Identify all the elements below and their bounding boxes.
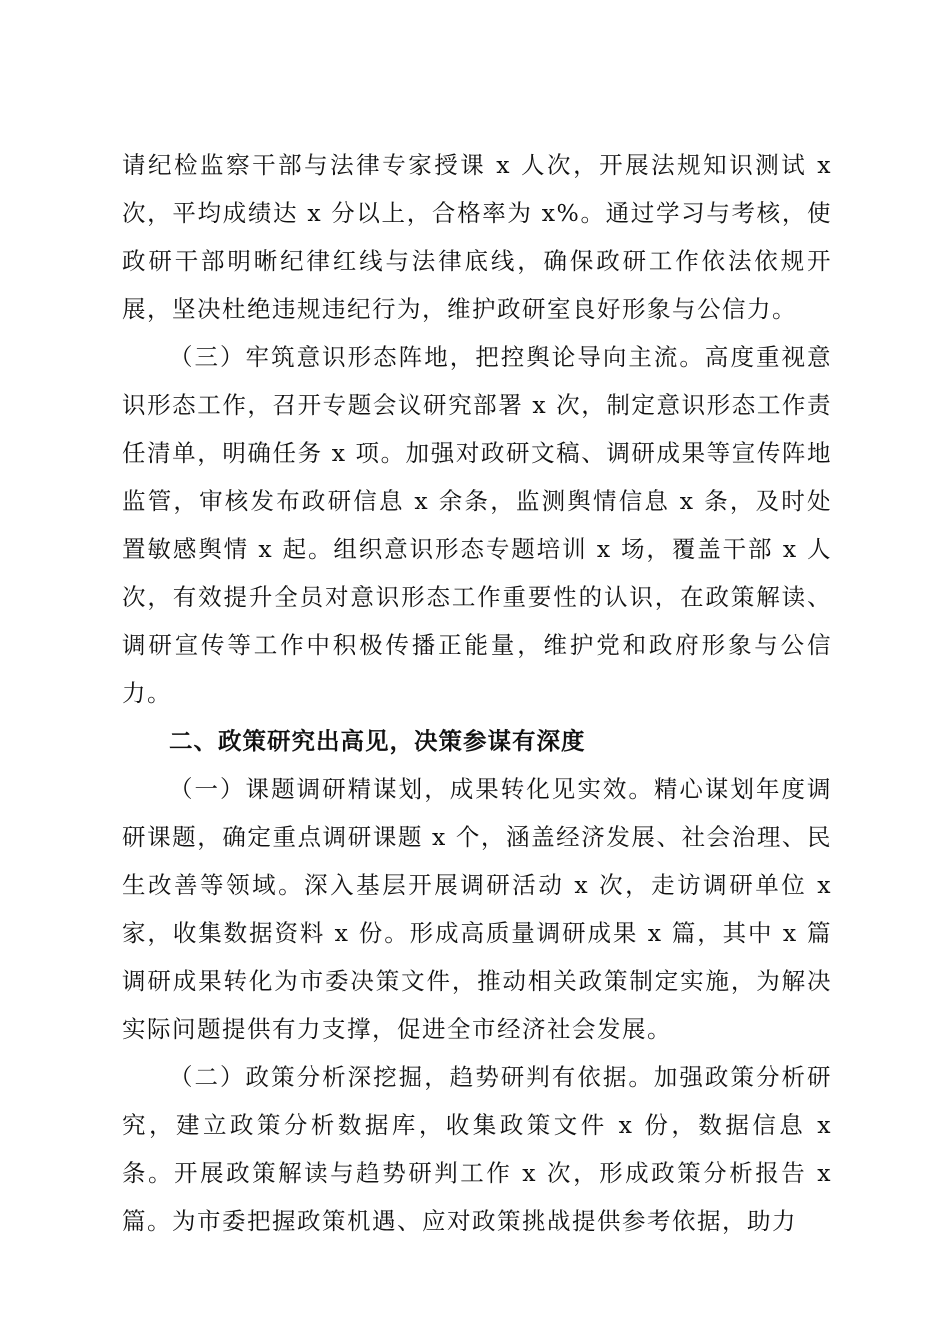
document-body: [122, 141, 832, 1245]
paragraph-ideology-section: （三）牢筑意识形态阵地，把控舆论导向主流。高度重视意识形态工作，召开专题会议研究部署 x 次，制定意识形态工作责任清单，明确任务 x 项。加强对政研文稿、调研成果等宣传阵地监管，审核发布政研信息 x 余条，监测舆情信息 x 条，及时处置敏感舆情 x 起。组织意识形态专题培训 x 场，覆盖干部 x 人次，有效提升全员对意识形态工作重要性的认识，在政策解读、调研宣传等工作中积极传播正能量，维护党和政府形象与公信力。: [122, 343, 832, 707]
paragraph-policy-analysis: （二）政策分析深挖掘，趋势研判有依据。加强政策分析研究，建立政策分析数据库，收集政策文件 x 份，数据信息 x 条。开展政策解读与趋势研判工作 x 次，形成政策分析报告 x 篇。为市委把握政策机遇、应对政策挑战提供参考依据，助力: [122, 1063, 832, 1235]
section-heading: 二、政策研究出高见，决策参谋有深度: [169, 727, 586, 755]
paragraph-continuation: 请纪检监察干部与法律专家授课 x 人次，开展法规知识测试 x 次，平均成绩达 x 分以上，合格率为 x%。通过学习与考核，使政研干部明晰纪律红线与法律底线，确保政研工作依法依规开展，坚决杜绝违规违纪行为，维护政研室良好形象与公信力。: [122, 151, 832, 323]
paragraph-research-topics: （一）课题调研精谋划，成果转化见实效。精心谋划年度调研课题，确定重点调研课题 x 个，涵盖经济发展、社会治理、民生改善等领域。深入基层开展调研活动 x 次，走访调研单位 x 家，收集数据资料 x 份。形成高质量调研成果 x 篇，其中 x 篇调研成果转化为市委决策文件，推动相关政策制定实施，为解决实际问题提供有力支撑，促进全市经济社会发展。: [122, 775, 832, 1043]
